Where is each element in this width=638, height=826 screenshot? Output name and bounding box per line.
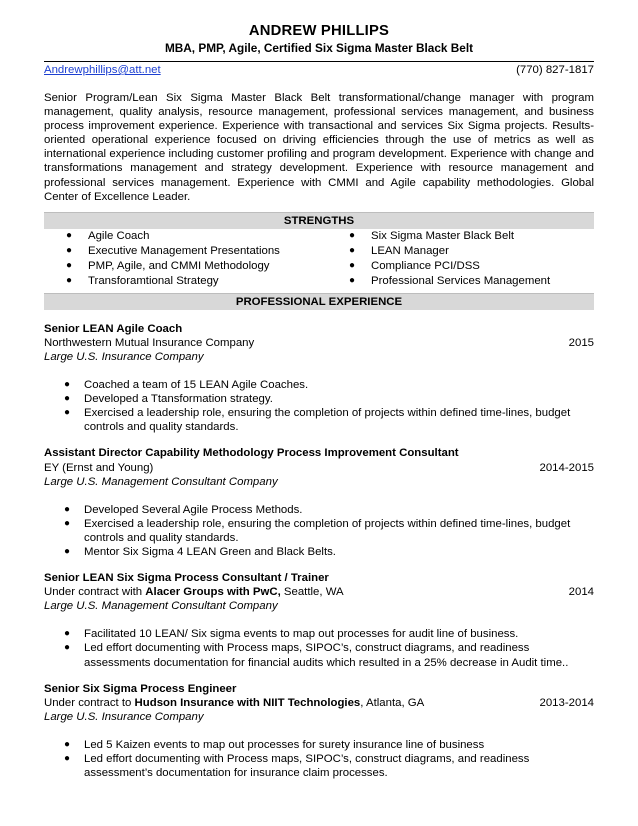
strengths-left-column (44, 229, 349, 289)
list-item: ● PMP, Agile, and CMMI Methodology (66, 259, 270, 272)
job-entry (44, 682, 594, 781)
list-item: ● Developed Several Agile Process Methods. (64, 503, 303, 516)
phone-number: (770) 827-1817 (516, 64, 594, 76)
employer-row (44, 696, 594, 710)
job-dates: 2013-2014 (539, 696, 594, 709)
bullet-icon: ● (64, 738, 71, 750)
bullet-icon: ● (64, 503, 71, 515)
list-item: ● Executive Management Presentations (66, 244, 280, 257)
list-item: ● LEAN Manager (349, 244, 449, 257)
list-item: ● Led 5 Kaizen events to map out processes for surety insurance line of business (64, 738, 485, 751)
resume-page (44, 22, 594, 780)
credentials-subtitle: MBA, PMP, Agile, Certified Six Sigma Master Black Belt (164, 41, 474, 55)
job-bullets (44, 738, 594, 780)
list-item: ● Led effort documenting with Process maps, SIPOC’s, construct diagrams, and readiness assessment’s documentation for insurance claim processes. (64, 753, 530, 780)
bullet-icon: ● (64, 393, 71, 405)
job-entry (44, 322, 594, 435)
employer-row (44, 585, 594, 599)
list-item: ● Facilitated 10 LEAN/ Six sigma events to map out processes for audit line of business. (64, 628, 519, 641)
summary-paragraph: Senior Program/Lean Six Sigma Master Black Belt transformational/change manager with program management, quality analysis, resource management, professional services management, and business process improvement experience. Experience with transactional and services Six Sigma projects. Results-oriented operational experience focused on driving efficiencies through the use of metrics as well as international experience including customer profiling and program development. Experience with change and transformations management and strategy development. Experience with resource management and professional services management. Experience with CMMI and Agile capability methodologies. Global Center of Excellence Leader. (44, 92, 594, 203)
job-title: Senior LEAN Six Sigma Process Consultant / Trainer (44, 572, 329, 585)
strengths-right-column (349, 229, 594, 289)
bullet-icon: ● (349, 259, 356, 271)
job-entry (44, 446, 594, 559)
bullet-icon: ● (66, 259, 73, 271)
bullet-icon: ● (349, 244, 356, 256)
client-description: Large U.S. Insurance Company (44, 350, 204, 363)
employer-row (44, 336, 594, 350)
bullet-icon: ● (64, 628, 71, 640)
job-bullets (44, 378, 594, 434)
list-item: ● Transforamtional Strategy (66, 274, 219, 287)
bullet-icon: ● (64, 379, 71, 391)
strengths-heading: STRENGTHS (44, 212, 594, 229)
bullet-icon: ● (66, 244, 73, 256)
list-item: ● Six Sigma Master Black Belt (349, 229, 515, 242)
email-link[interactable]: Andrewphillips@att.net (44, 64, 161, 76)
contact-row (44, 61, 594, 79)
list-item: ● Coached a team of 15 LEAN Agile Coaches. (64, 379, 309, 392)
list-item: ● Exercised a leadership role, ensuring the completion of projects within defined time-lines, budget controls and quality standards. (64, 407, 571, 434)
employer-bold: Hudson Insurance with NIIT Technologies (134, 696, 361, 709)
experience-heading: PROFESSIONAL EXPERIENCE (44, 293, 594, 310)
job-dates: 2015 (568, 336, 594, 349)
job-dates: 2014 (568, 586, 594, 599)
list-item: ● Led effort documenting with Process maps, SIPOC’s, construct diagrams, and readiness assessments documentation for financial audits which resulted in a 25% decrease in Audit time.. (64, 642, 569, 669)
job-dates: 2014-2015 (539, 461, 594, 474)
list-item: ● Professional Services Management (349, 274, 551, 287)
list-item: ● Mentor Six Sigma 4 LEAN Green and Black Belts. (64, 545, 336, 558)
job-title: Senior LEAN Agile Coach (44, 322, 183, 335)
bullet-icon: ● (66, 229, 73, 241)
employer: Under contract to Hudson Insurance with NIIT Technologies, Atlanta, GA (44, 696, 425, 709)
bullet-icon: ● (349, 274, 356, 286)
bullet-icon: ● (66, 274, 73, 286)
bullet-icon: ● (64, 545, 71, 557)
job-entry (44, 571, 594, 670)
list-item: ● Exercised a leadership role, ensuring the completion of projects within defined time-lines, budget controls and quality standards. (64, 517, 571, 544)
job-title: Senior Six Sigma Process Engineer (44, 682, 237, 695)
list-item: ● Agile Coach (66, 229, 150, 242)
list-item: ● Developed a Ttansformation strategy. (64, 393, 273, 406)
bullet-icon: ● (64, 517, 71, 529)
list-item: ● Compliance PCI/DSS (349, 259, 480, 272)
employer-bold: Alacer Groups with PwC, (145, 586, 281, 599)
job-title: Assistant Director Capability Methodology Process Improvement Consultant (44, 447, 459, 460)
job-bullets (44, 627, 594, 669)
bullet-icon: ● (64, 753, 71, 764)
job-bullets (44, 503, 594, 559)
client-description: Large U.S. Management Consultant Company (44, 600, 278, 613)
bullet-icon: ● (349, 229, 356, 241)
employer-row (44, 461, 594, 475)
bullet-icon: ● (64, 642, 71, 654)
employer: EY (Ernst and Young) (44, 461, 154, 474)
candidate-name: ANDREW PHILLIPS (248, 23, 390, 39)
employer: Northwestern Mutual Insurance Company (44, 336, 255, 349)
bullet-icon: ● (64, 407, 71, 419)
strengths-list (44, 229, 594, 289)
client-description: Large U.S. Management Consultant Company (44, 475, 278, 488)
client-description: Large U.S. Insurance Company (44, 710, 204, 723)
employer: Under contract with Alacer Groups with PwC, Seattle, WA (44, 586, 344, 599)
